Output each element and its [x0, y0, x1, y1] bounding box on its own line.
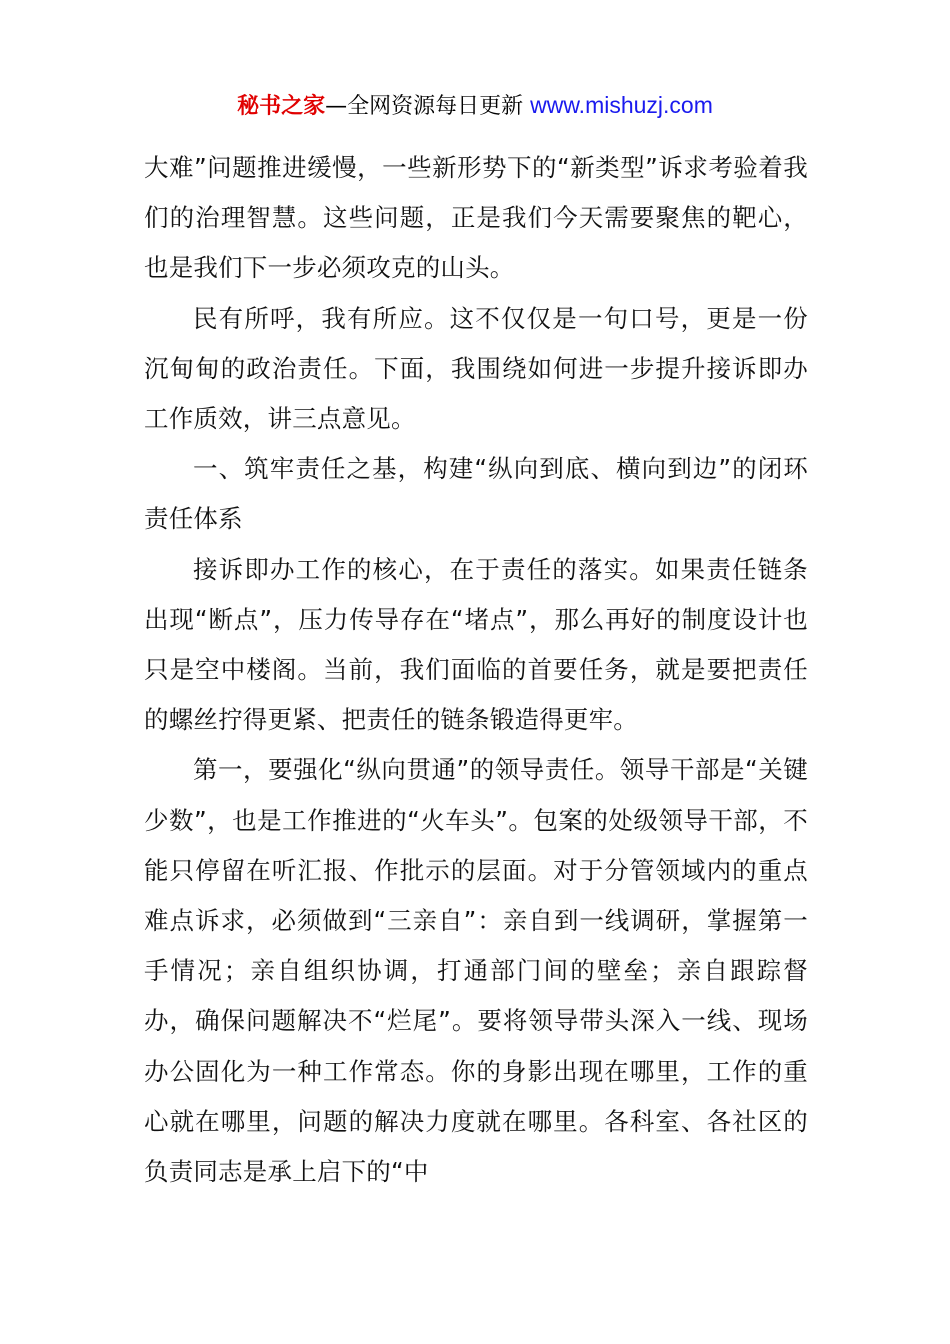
document-body [144, 143, 808, 1197]
paragraph-continued: 大难”问题推进缓慢，一些新形势下的“新类型”诉求考验着我们的治理智慧。这些问题，正是我们今天需要聚焦的靶心，也是我们下一步必须攻克的山头。 [144, 153, 808, 283]
header-slogan: —全网资源每日更新 [325, 94, 531, 119]
site-url-link[interactable]: www.mishuzj.com [530, 92, 713, 118]
paragraph: 第一，要强化“纵向贯通”的领导责任。领导干部是“关键少数”，也是工作推进的“火车头”。包案的处级领导干部，不能只停留在听汇报、作批示的层面。对于分管领域内的重点难点诉求，必须做到“三亲自”：亲自到一线调研，掌握第一手情况；亲自组织协调，打通部门间的壁垒；亲自跟踪督办，确保问题解决不“烂尾”。要将领导带头深入一线、现场办公固化为一种工作常态。你的身影出现在哪里，工作的重心就在哪里，问题的解决力度就在哪里。各科室、各社区的负责同志是承上启下的“中 [144, 755, 808, 1187]
brand-name: 秘书之家 [237, 94, 326, 119]
section-heading: 一、筑牢责任之基，构建“纵向到底、横向到边”的闭环责任体系 [144, 454, 808, 534]
paragraph: 民有所呼，我有所应。这不仅仅是一句口号，更是一份沉甸甸的政治责任。下面，我围绕如何进一步提升接诉即办工作质效，讲三点意见。 [144, 303, 808, 434]
paragraph: 接诉即办工作的核心，在于责任的落实。如果责任链条出现“断点”，压力传导存在“堵点”，那么再好的制度设计也只是空中楼阁。当前，我们面临的首要任务，就是要把责任的螺丝拧得更紧、把责任的链条锻造得更牢。 [144, 554, 808, 735]
site-header [0, 88, 950, 124]
